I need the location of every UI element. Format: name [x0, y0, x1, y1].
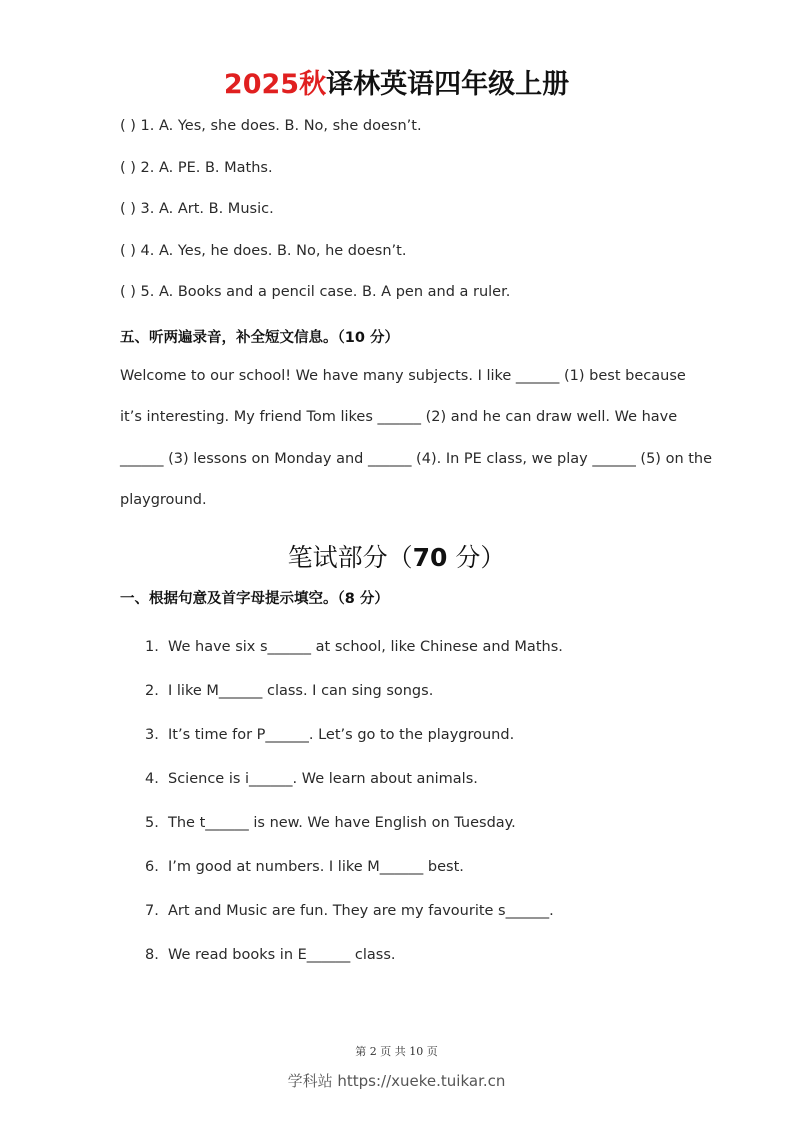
item-text: I’m good at numbers. I like M______ best.: [168, 859, 464, 875]
fill-item: [145, 947, 396, 963]
listening-choice-5: ( ) 5. A. Books and a pencil case. B. A pen and a ruler.: [120, 284, 511, 300]
fill-item: [145, 859, 464, 875]
item-text: It’s time for P______. Let’s go to the playground.: [168, 727, 515, 743]
item-text: Science is i______. We learn about animals.: [168, 771, 478, 787]
item-number: 6.: [145, 859, 159, 875]
written-part-title: [0, 538, 793, 574]
page-number: 第 2 页 共 10 页: [355, 1045, 438, 1058]
fill-item: [145, 771, 478, 787]
written-part-title-cn: 笔试部分（: [287, 543, 413, 572]
listening-choice-4: ( ) 4. A. Yes, he does. B. No, he doesn’t.: [120, 243, 407, 259]
item-text: Art and Music are fun. They are my favourite s______.: [168, 903, 554, 919]
item-text: The t______ is new. We have English on Tuesday.: [168, 815, 516, 831]
page-title-text: 译林英语四年级上册: [326, 69, 570, 100]
item-number: 3.: [145, 727, 159, 743]
item-number: 2.: [145, 683, 159, 699]
passage-line-1: Welcome to our school! We have many subjects. I like ______ (1) best because: [120, 368, 686, 384]
section5-heading: 五、听两遍录音，补全短文信息。（10 分）: [120, 330, 399, 346]
passage-line-3: ______ (3) lessons on Monday and ______ (4). In PE class, we play ______ (5) on the: [120, 451, 713, 467]
item-number: 8.: [145, 947, 159, 963]
fill-item: [145, 903, 554, 919]
written-section1-heading: 一、根据句意及首字母提示填空。（8 分）: [120, 591, 389, 607]
listening-choice-1: ( ) 1. A. Yes, she does. B. No, she doesn’t.: [120, 118, 422, 134]
page-title-year: 2025秋: [223, 69, 327, 100]
fill-item: [145, 727, 514, 743]
fill-item: [145, 683, 433, 699]
fill-item: [145, 815, 516, 831]
page-title: [0, 62, 793, 101]
item-text: We have six s______ at school, like Chinese and Maths.: [168, 639, 563, 655]
item-number: 1.: [145, 639, 159, 655]
item-number: 7.: [145, 903, 159, 919]
item-number: 4.: [145, 771, 159, 787]
passage-line-4: playground.: [120, 492, 207, 508]
item-text: I like M______ class. I can sing songs.: [168, 683, 434, 699]
written-part-score: 70: [412, 543, 448, 572]
listening-choice-2: ( ) 2. A. PE. B. Maths.: [120, 160, 273, 176]
written-part-title-end: 分）: [447, 543, 506, 572]
fill-item: [145, 639, 563, 655]
site-watermark: 学科站 https://xueke.tuikar.cn: [287, 1072, 506, 1090]
passage-line-2: it’s interesting. My friend Tom likes ______ (2) and he can draw well. We have: [120, 409, 678, 425]
item-number: 5.: [145, 815, 159, 831]
item-text: We read books in E______ class.: [168, 947, 396, 963]
listening-choice-3: ( ) 3. A. Art. B. Music.: [120, 201, 274, 217]
